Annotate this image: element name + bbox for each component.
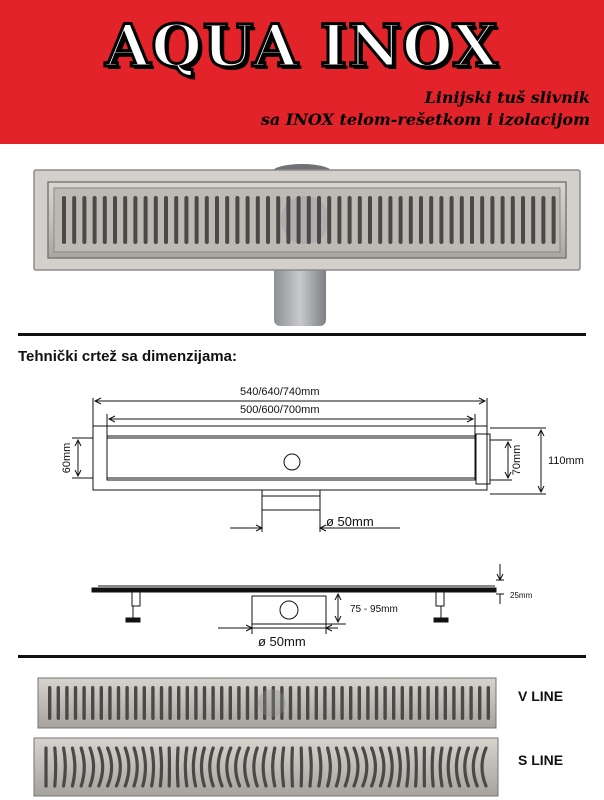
top-view-inner (107, 436, 475, 480)
grate-slot (65, 686, 68, 720)
grate-slot (388, 196, 392, 244)
grate-slot (134, 686, 137, 720)
grate-slot (184, 196, 188, 244)
grate-slot (409, 686, 412, 720)
grate-slot (164, 196, 168, 244)
grate-slot (552, 196, 556, 244)
grate-slot (317, 196, 321, 244)
grate-slot (160, 686, 163, 720)
grate-slot (375, 686, 378, 720)
grate-slot (48, 686, 51, 720)
grate-slot (235, 196, 239, 244)
grate-slot (392, 686, 395, 720)
grate-slot (327, 196, 331, 244)
grate-slot (310, 748, 311, 786)
v-line-label: V LINE (518, 688, 564, 704)
grate-slot (144, 196, 148, 244)
grate-slot (440, 748, 442, 786)
grate-slot (237, 686, 240, 720)
subtitle-line-2: sa INOX telom-rešetkom i izolacijom (260, 110, 590, 129)
grate-slot (168, 686, 171, 720)
dim-inner-height: 70mm (511, 444, 523, 476)
dim-left-height: 60mm (61, 442, 73, 474)
grate-slot (340, 686, 343, 720)
dim-outlet-side: ø 50mm (258, 634, 306, 649)
grate-slot (225, 196, 229, 244)
grate-slot (74, 686, 77, 720)
grate-slot (541, 196, 545, 244)
grate-slot (401, 686, 404, 720)
dim-outlet-top: ø 50mm (326, 514, 374, 529)
grate-slot (289, 686, 292, 720)
grate-slot (266, 196, 270, 244)
drawing-title: Tehnički crtež sa dimenzijama: (18, 348, 237, 365)
grate-slot (460, 196, 464, 244)
dim-outer-length: 540/640/740mm (240, 386, 320, 398)
grate-slot (348, 196, 352, 244)
side-view-plate (92, 588, 496, 592)
side-view-outlet (252, 596, 326, 624)
product-photo (0, 148, 604, 330)
grate-slot (521, 196, 525, 244)
grate-slot (368, 196, 372, 244)
grate-slot (100, 686, 103, 720)
grate-slot (429, 196, 433, 244)
grate-slots (62, 196, 556, 244)
grate-slot (103, 196, 107, 244)
grate-slot (205, 196, 209, 244)
grate-slot (439, 196, 443, 244)
outlet-pipe (274, 264, 326, 326)
grate-slot (416, 748, 417, 786)
grate-slot (435, 686, 438, 720)
grate-slot (203, 686, 206, 720)
dim-total-height: 110mm (548, 455, 584, 467)
grate-slot (91, 686, 94, 720)
grate-slot (480, 196, 484, 244)
grate-slot (215, 196, 219, 244)
grate-slot (229, 686, 232, 720)
grate-slot (461, 686, 464, 720)
grate-slot (378, 196, 382, 244)
grate-slot (82, 686, 85, 720)
divider-top (18, 333, 586, 336)
grate-slot (160, 748, 161, 786)
grate-slot (418, 686, 421, 720)
grate-slot (113, 196, 117, 244)
grate-slot (426, 686, 429, 720)
grate-variants (0, 664, 604, 800)
grate-slot (211, 686, 214, 720)
grate-slot (349, 686, 352, 720)
grate-slot (254, 686, 257, 720)
grate-slot (177, 686, 180, 720)
grate-slot (450, 196, 454, 244)
grate-slot (323, 686, 326, 720)
grate-slot (444, 686, 447, 720)
dim-side-height: 25mm (510, 591, 533, 600)
grate-slot (62, 196, 66, 244)
technical-drawing (0, 368, 604, 658)
dim-depth: 75 - 95mm (350, 604, 398, 615)
top-view-outlet (284, 454, 300, 470)
grate-slot (337, 196, 341, 244)
grate-slot (154, 196, 158, 244)
grate-slot (55, 748, 56, 786)
grate-slot (276, 196, 280, 244)
grate-slot (297, 686, 300, 720)
grate-slot (125, 686, 128, 720)
grate-slot (195, 196, 199, 244)
grate-slot (470, 196, 474, 244)
grate-slot (469, 686, 472, 720)
grate-slot (487, 686, 490, 720)
grate-slot (133, 196, 137, 244)
grate-slot (117, 686, 120, 720)
grate-slot (82, 196, 86, 244)
grate-slot (383, 686, 386, 720)
grate-slot (246, 196, 250, 244)
grate-slot (358, 686, 361, 720)
grate-slot (57, 686, 60, 720)
grate-slot (297, 196, 301, 244)
grate-slot (151, 686, 154, 720)
grate-slot (194, 686, 197, 720)
grate-slot (511, 196, 515, 244)
grate-slot (332, 686, 335, 720)
grate-slot (286, 196, 290, 244)
grate-slot (409, 196, 413, 244)
grate-slot (282, 748, 283, 786)
grate-slot (307, 196, 311, 244)
grate-slot (64, 748, 66, 786)
grate-slot (315, 686, 318, 720)
brand-logo: AQUA INOX (105, 12, 499, 80)
header-banner (0, 0, 604, 144)
grate-slot (478, 686, 481, 720)
grate-slot (452, 686, 455, 720)
grate-slot (93, 196, 97, 244)
grate-slot (185, 748, 186, 786)
grate-slot (256, 196, 260, 244)
grate-slot (407, 748, 409, 786)
grate-slot (501, 196, 505, 244)
grate-slot (108, 686, 111, 720)
grate-slot (186, 686, 189, 720)
grate-slot (177, 748, 178, 786)
dim-inner-length: 500/600/700mm (240, 404, 320, 416)
grate-slot (306, 686, 309, 720)
grate-slot (174, 196, 178, 244)
grate-slot (399, 196, 403, 244)
grate-slot (490, 196, 494, 244)
grate-slot (531, 196, 535, 244)
grate-slot (123, 196, 127, 244)
grate-slot (72, 196, 76, 244)
top-view-flange (476, 434, 490, 484)
grate-slot (358, 196, 362, 244)
grate-slot (143, 686, 146, 720)
divider-bottom (18, 655, 586, 658)
subtitle-line-1: Linijski tuš slivnik (424, 88, 590, 107)
grate-slot (220, 686, 223, 720)
grate-slot (432, 748, 433, 786)
grate-slot (366, 686, 369, 720)
s-line-label: S LINE (518, 752, 564, 768)
grate-slot (419, 196, 423, 244)
grate-slot (246, 686, 249, 720)
